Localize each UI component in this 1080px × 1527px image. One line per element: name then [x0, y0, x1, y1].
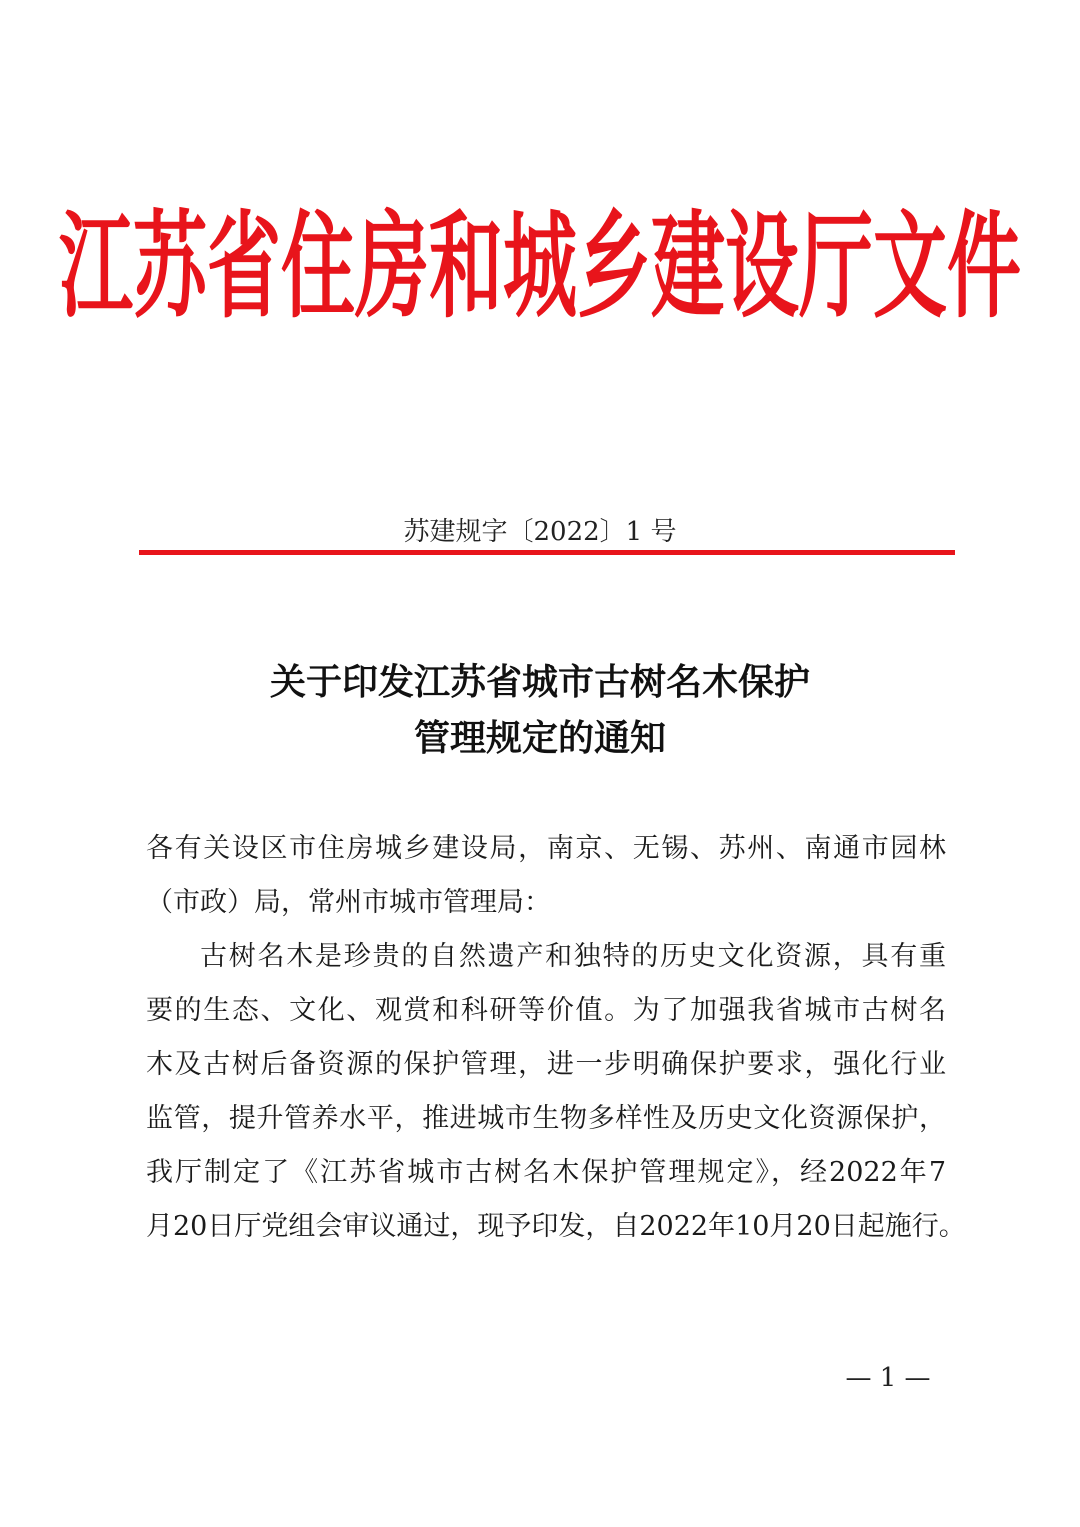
- paragraph-line-1: 古树名木是珍贵的自然遗产和独特的历史文化资源，具有重: [200, 941, 946, 972]
- document-number: 苏建规字〔2022〕1 号: [403, 517, 677, 547]
- masthead-title: [0, 192, 1080, 342]
- paragraph-line-6: 月20日厅党组会审议通过，现予印发，自2022年10月20日起施行。: [146, 1211, 966, 1242]
- notice-title-line-2: 管理规定的通知: [413, 717, 666, 759]
- paragraph-line-5: 我厅制定了《江苏省城市古树名木保护管理规定》，经2022年7: [146, 1157, 946, 1188]
- paragraph-line-4: 监管，提升管养水平，推进城市生物多样性及历史文化资源保护，: [146, 1103, 946, 1134]
- page-number: — 1 —: [845, 1363, 931, 1393]
- masthead-text: 江苏省住房和城乡建设厅文件: [59, 200, 1021, 334]
- notice-title-line-1: 关于印发江苏省城市古树名木保护: [269, 661, 810, 703]
- addressee-line-1: 各有关设区市住房城乡建设局，南京、无锡、苏州、南通市园林: [146, 833, 946, 864]
- notice-body: [146, 822, 966, 1254]
- red-divider-line: [139, 550, 955, 555]
- paragraph-line-3: 木及古树后备资源的保护管理，进一步明确保护要求，强化行业: [146, 1049, 946, 1080]
- addressee-line-2: （市政）局，常州市城市管理局：: [146, 887, 551, 918]
- paragraph-line-2: 要的生态、文化、观赏和科研等价值。为了加强我省城市古树名: [146, 995, 946, 1026]
- notice-title: [0, 654, 1080, 766]
